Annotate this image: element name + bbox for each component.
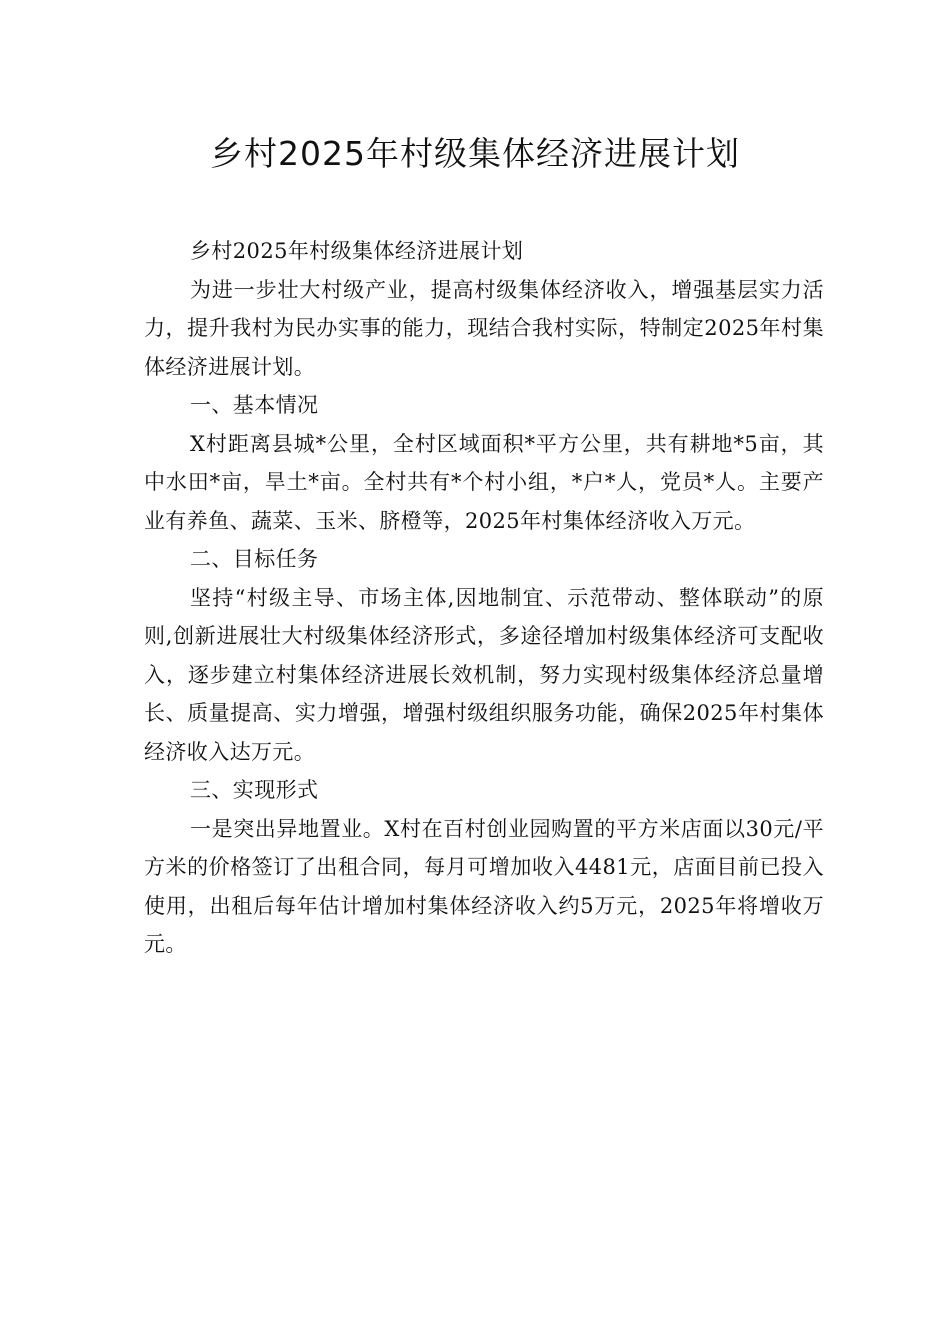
intro-paragraph: 为进一步壮大村级产业，提高村级集体经济收入，增强基层实力活力，提升我村为民办实事的能力，现结合我村实际，特制定2025年村集体经济进展计划。 xyxy=(144,277,824,379)
section-heading-forms: 三、实现形式 xyxy=(190,778,319,802)
section-heading-basic-situation: 一、基本情况 xyxy=(190,393,319,417)
section-heading-goals: 二、目标任务 xyxy=(190,547,319,571)
goals-paragraph: 坚持“村级主导、市场主体,因地制宜、示范带动、整体联动”的原则,创新进展壮大村级集体经济形式，多途径增加村级集体经济可支配收入，逐步建立村集体经济进展长效机制，努力实现村级集体经济总量增长、质量提高、实力增强，增强村级组织服务功能，确保2025年村集体经济收入达万元。 xyxy=(144,585,824,764)
document-title: 乡村2025年村级集体经济进展计划 xyxy=(210,134,740,173)
document-subtitle: 乡村2025年村级集体经济进展计划 xyxy=(190,239,524,263)
document-body xyxy=(144,232,824,964)
forms-paragraph: 一是突出异地置业。X村在百村创业园购置的平方米店面以30元/平方米的价格签订了出租合同，每月可增加收入4481元，店面目前已投入使用，出租后每年估计增加村集体经济收入约5万元，2025年将增收万元。 xyxy=(144,816,824,956)
basic-situation-paragraph: X村距离县城*公里，全村区域面积*平方公里，共有耕地*5亩，其中水田*亩，旱土*亩。全村共有*个村小组，*户*人，党员*人。主要产业有养鱼、蔬菜、玉米、脐橙等，2025年村集体经济收入万元。 xyxy=(144,431,824,533)
